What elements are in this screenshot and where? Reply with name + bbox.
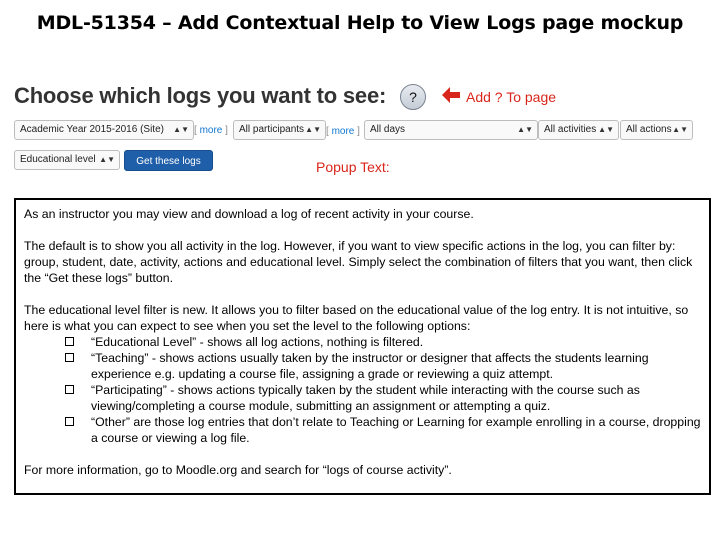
more-participants-link[interactable]: more [331,126,355,137]
checkbox-bullet-icon [65,417,74,426]
slide-title: MDL-51354 – Add Contextual Help to View Logs page mockup [36,12,684,34]
select-caret-icon: ▲▼ [672,125,688,134]
list-item [64,350,701,382]
popup-paragraph: The default is to show you all activity in the log. However, if you want to view specific actions in the log, you can filter by: group, student, date, activity, actions and educational level. Simply select the combination of filters that you want, then click the “Get these logs” button. [24,239,693,285]
more-link-wrapper: [ more ] [194,125,228,136]
edulevel-select[interactable] [14,150,120,170]
list-item [64,334,701,350]
list-item-text: “Educational Level” - shows all log actions, nothing is filtered. [91,335,424,349]
days-select[interactable] [364,120,538,140]
select-caret-icon: ▲▼ [598,125,614,134]
days-select-value: All days [370,124,406,135]
help-popup [14,198,711,495]
popup-paragraph: For more information, go to Moodle.org and search for “logs of course activity”. [24,463,452,477]
list-item-text: “Teaching” - shows actions usually taken by the instructor or designer that affects the students learning experience e.g. updating a course file, assigning a grade or reviewing a quiz attempt. [91,351,649,381]
checkbox-bullet-icon [65,353,74,362]
list-item-text: “Participating” - shows actions typically taken by the student while interacting with the course such as viewing/completing a course module, submitting an assignment or attempting a quiz. [91,383,640,413]
help-icon-button[interactable]: ? [400,84,426,110]
arrow-left-icon [442,86,460,104]
select-caret-icon: ▲▼ [99,155,115,164]
participants-select[interactable] [233,120,326,140]
list-item [64,382,701,414]
course-select-value: Academic Year 2015-2016 (Site) [20,124,164,135]
select-caret-icon: ▲▼ [517,125,533,134]
course-select[interactable] [14,120,194,140]
checkbox-bullet-icon [65,337,74,346]
edulevel-select-value: Educational level [20,154,96,165]
popup-paragraph: The educational level filter is new. It allows you to filter based on the educational value of the log entry. It is not intuitive, so here is what you can expect to see when you set the level to the following options: [24,303,689,333]
actions-select-value: All actions [626,124,672,135]
popup-paragraph: As an instructor you may view and download a log of recent activity in your course. [24,207,474,221]
page-heading: Choose which logs you want to see: [14,83,387,108]
list-item [64,414,701,446]
get-logs-button[interactable]: Get these logs [124,150,213,171]
participants-select-value: All participants [239,124,305,135]
more-courses-link[interactable]: more [199,125,223,136]
option-list [24,334,701,446]
activities-select[interactable] [538,120,619,140]
popup-label: Popup Text: [316,159,390,175]
list-item-text: “Other” are those log entries that don’t relate to Teaching or Learning for example enrolling in a course, dropping a course or viewing a log file. [91,415,701,445]
more-link-wrapper: [ more ] [326,126,360,137]
activities-select-value: All activities [544,124,597,135]
checkbox-bullet-icon [65,385,74,394]
select-caret-icon: ▲▼ [305,125,321,134]
annotation-text: Add ? To page [466,89,557,105]
actions-select[interactable] [620,120,693,140]
select-caret-icon: ▲▼ [173,125,189,134]
